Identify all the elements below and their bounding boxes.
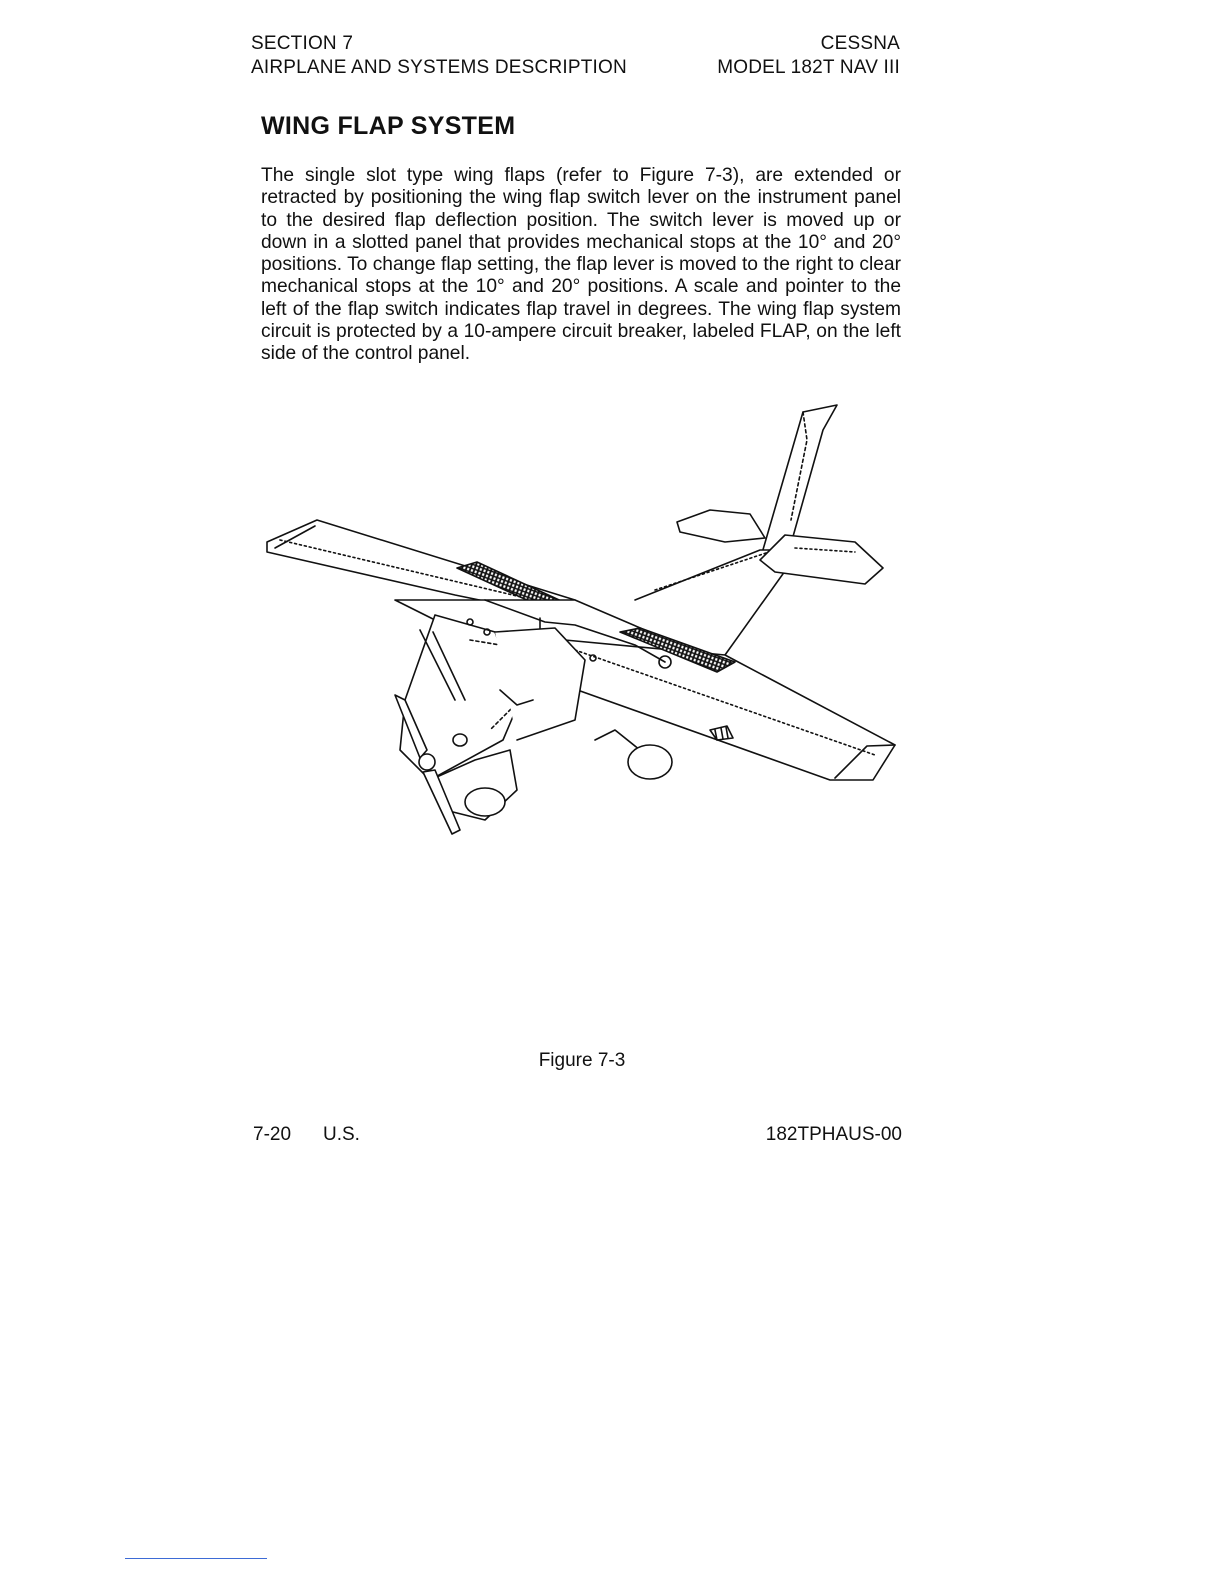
body-paragraph: The single slot type wing flaps (refer to Figure 7-3), are extended or retracted by positioning the wing flap switch lever on the instrument panel to the desired flap deflection position. The switch lever is moved up or down in a slotted panel that provides mechanical stops at the 10° and 20° positions. To change flap setting, the flap lever is moved to the right to clear mechanical stops at the 10° and 20° positions. A scale and pointer to the left of the flap switch indicates flap travel in degrees. The wing flap system circuit is protected by a 10-ampere circuit breaker, labeled FLAP, on the left side of the control panel. — [261, 165, 901, 365]
footer-region: U.S. — [323, 1124, 360, 1145]
footer-page-number: 7-20 — [253, 1124, 292, 1145]
model-name: MODEL 182T NAV III — [717, 57, 900, 78]
page-header-left — [251, 32, 627, 80]
footer-document-id: 182TPHAUS-00 — [765, 1124, 902, 1145]
figure-caption: Figure 7-3 — [538, 1050, 626, 1071]
page-title: WING FLAP SYSTEM — [261, 112, 516, 140]
section-title: AIRPLANE AND SYSTEMS DESCRIPTION — [251, 57, 627, 78]
page-header-right — [717, 32, 900, 80]
figure-7-3 — [255, 400, 905, 845]
bottom-rule — [125, 1558, 267, 1559]
section-number: SECTION 7 — [251, 33, 354, 54]
airplane-illustration-icon — [255, 400, 905, 845]
manufacturer: CESSNA — [820, 33, 900, 54]
